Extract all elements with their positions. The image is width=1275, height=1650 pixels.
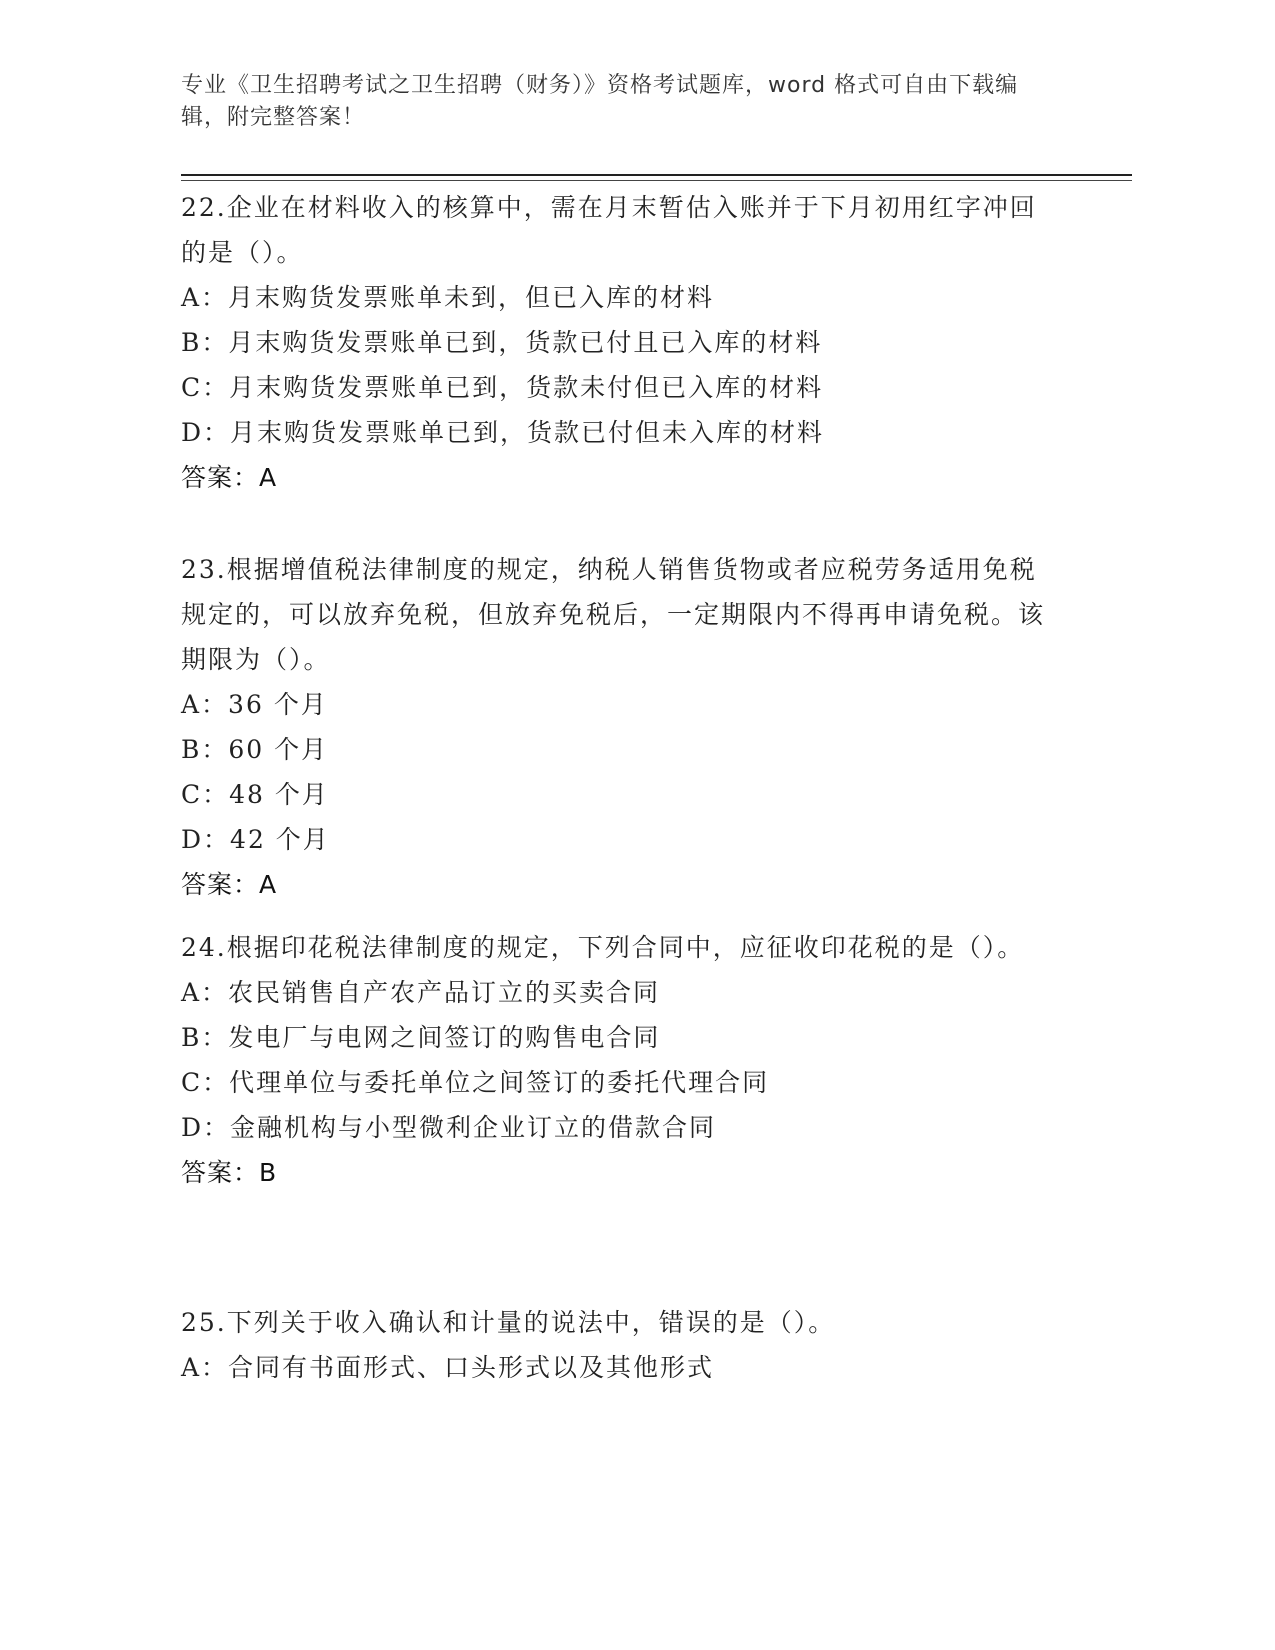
question-25: [181, 1300, 1061, 1390]
option-c: C：48 个月: [181, 780, 329, 809]
question-22: [181, 185, 1061, 500]
answer-label: 答案：A: [181, 870, 278, 899]
question-stem: 23.根据增值税法律制度的规定，纳税人销售货物或者应税劳务适用免税规定的，可以放弃免税，但放弃免税后，一定期限内不得再申请免税。该期限为（）。: [181, 555, 1046, 674]
option-b: B：发电厂与电网之间签订的购售电合同: [181, 1023, 661, 1052]
option-d: D：月末购货发票账单已到，货款已付但未入库的材料: [181, 418, 825, 447]
option-b: B：60 个月: [181, 735, 329, 764]
header-divider-thick: [181, 174, 1132, 176]
question-stem: 24.根据印花税法律制度的规定，下列合同中，应征收印花税的是（）。: [181, 933, 1025, 962]
question-24: [181, 925, 1061, 1195]
question-stem: 22.企业在材料收入的核算中，需在月末暂估入账并于下月初用红字冲回的是（）。: [181, 193, 1037, 267]
question-23: [181, 547, 1061, 907]
option-a: A：合同有书面形式、口头形式以及其他形式: [181, 1353, 715, 1382]
option-c: C：月末购货发票账单已到，货款未付但已入库的材料: [181, 373, 824, 402]
option-b: B：月末购货发票账单已到，货款已付且已入库的材料: [181, 328, 823, 357]
option-a: A：36 个月: [181, 690, 328, 719]
document-header: 专业《卫生招聘考试之卫生招聘（财务）》资格考试题库，word 格式可自由下载编辑，附完整答案！: [181, 73, 1019, 130]
option-d: D：42 个月: [181, 825, 330, 854]
header-divider-thin: [181, 180, 1132, 181]
answer-label: 答案：B: [181, 1158, 278, 1187]
option-c: C：代理单位与委托单位之间签订的委托代理合同: [181, 1068, 770, 1097]
option-a: A：农民销售自产农产品订立的买卖合同: [181, 978, 661, 1007]
question-stem: 25.下列关于收入确认和计量的说法中，错误的是（）。: [181, 1308, 836, 1337]
option-d: D：金融机构与小型微利企业订立的借款合同: [181, 1113, 717, 1142]
answer-label: 答案：A: [181, 463, 278, 492]
option-a: A：月末购货发票账单未到，但已入库的材料: [181, 283, 715, 312]
